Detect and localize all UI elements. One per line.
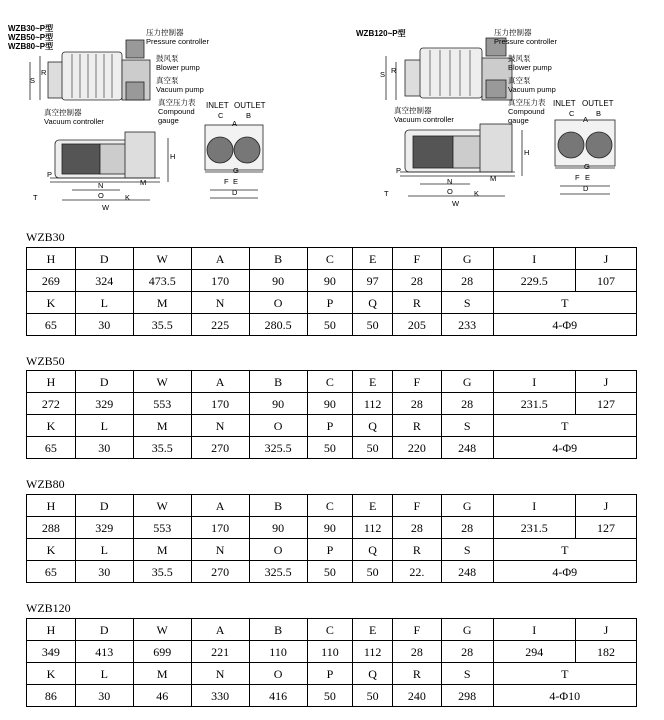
dim-label: C xyxy=(569,109,575,118)
dim-label: A xyxy=(232,119,238,128)
dim-label: O xyxy=(447,187,453,196)
header-cell: T xyxy=(493,292,636,314)
value-cell: 329 xyxy=(75,393,133,415)
header-cell: G xyxy=(441,248,493,270)
value-cell: 86 xyxy=(27,685,76,707)
header-cell: S xyxy=(441,292,493,314)
header-cell: P xyxy=(307,539,353,561)
value-cell: 330 xyxy=(191,685,249,707)
value-cell: 4-Φ9 xyxy=(493,314,636,336)
header-cell: D xyxy=(75,371,133,393)
header-cell: M xyxy=(133,292,191,314)
header-cell: K xyxy=(27,663,76,685)
header-cell: E xyxy=(353,371,393,393)
header-cell: P xyxy=(307,415,353,437)
value-cell: 329 xyxy=(75,517,133,539)
header-cell: H xyxy=(27,371,76,393)
header-cell: H xyxy=(27,495,76,517)
header-cell: C xyxy=(307,371,353,393)
header-cell: M xyxy=(133,539,191,561)
technical-drawings xyxy=(0,0,664,222)
left-blower-pump-label: 鼓风泵 Blower pump xyxy=(156,54,200,72)
header-cell: A xyxy=(191,495,249,517)
spec-table xyxy=(26,494,637,583)
value-cell: 28 xyxy=(392,517,441,539)
header-cell: G xyxy=(441,371,493,393)
header-cell: A xyxy=(191,619,249,641)
value-cell: 473.5 xyxy=(133,270,191,292)
header-cell: R xyxy=(392,415,441,437)
header-cell: R xyxy=(392,292,441,314)
value-cell: 220 xyxy=(392,437,441,459)
dim-label: N xyxy=(98,181,104,190)
value-cell: 325.5 xyxy=(249,437,307,459)
header-cell: T xyxy=(493,415,636,437)
right-blower-pump-label: 鼓风泵 Blower pump xyxy=(508,54,552,72)
header-cell: E xyxy=(353,495,393,517)
value-cell: 30 xyxy=(75,437,133,459)
header-cell: P xyxy=(307,663,353,685)
header-cell: Q xyxy=(353,539,393,561)
value-cell: 248 xyxy=(441,561,493,583)
header-cell: Q xyxy=(353,663,393,685)
value-cell: 231.5 xyxy=(493,517,575,539)
table-row xyxy=(27,314,637,336)
header-cell: K xyxy=(27,292,76,314)
left-model-list xyxy=(8,24,53,51)
value-cell: 65 xyxy=(27,561,76,583)
dim-label: T xyxy=(384,189,389,198)
header-cell: J xyxy=(575,619,636,641)
dim-label: R xyxy=(41,68,47,77)
value-cell: 553 xyxy=(133,517,191,539)
value-cell: 298 xyxy=(441,685,493,707)
value-cell: 35.5 xyxy=(133,437,191,459)
header-cell: L xyxy=(75,415,133,437)
header-cell: W xyxy=(133,248,191,270)
header-cell: R xyxy=(392,539,441,561)
header-cell: M xyxy=(133,663,191,685)
table-header-row xyxy=(27,371,637,393)
value-cell: 28 xyxy=(392,641,441,663)
dim-label: K xyxy=(125,193,131,202)
header-cell: R xyxy=(392,663,441,685)
value-cell: 50 xyxy=(353,685,393,707)
value-cell: 325.5 xyxy=(249,561,307,583)
header-cell: F xyxy=(392,371,441,393)
header-cell: F xyxy=(392,495,441,517)
table-header-row xyxy=(27,415,637,437)
value-cell: 182 xyxy=(575,641,636,663)
value-cell: 699 xyxy=(133,641,191,663)
header-cell: K xyxy=(27,415,76,437)
dim-label: C xyxy=(218,111,224,120)
value-cell: 4-Φ9 xyxy=(493,437,636,459)
spec-table xyxy=(26,247,637,336)
table-title: WZB50 xyxy=(26,354,65,368)
dim-label: F xyxy=(575,173,580,182)
dim-label: H xyxy=(524,148,530,157)
table-header-row xyxy=(27,619,637,641)
value-cell: 221 xyxy=(191,641,249,663)
table-title: WZB80 xyxy=(26,477,65,491)
table-row xyxy=(27,641,637,663)
value-cell: 35.5 xyxy=(133,561,191,583)
value-cell: 112 xyxy=(353,641,393,663)
header-cell: K xyxy=(27,539,76,561)
header-cell: Q xyxy=(353,415,393,437)
value-cell: 28 xyxy=(441,641,493,663)
right-model-label: WZB120~P型 xyxy=(356,29,406,38)
value-cell: 270 xyxy=(191,561,249,583)
header-cell: S xyxy=(441,539,493,561)
dim-label: R xyxy=(391,66,397,75)
header-cell: P xyxy=(307,292,353,314)
value-cell: 90 xyxy=(307,393,353,415)
header-cell: T xyxy=(493,663,636,685)
header-cell: I xyxy=(493,495,575,517)
value-cell: 127 xyxy=(575,393,636,415)
table-title: WZB30 xyxy=(26,230,65,244)
value-cell: 46 xyxy=(133,685,191,707)
header-cell: N xyxy=(191,415,249,437)
value-cell: 112 xyxy=(353,517,393,539)
header-cell: D xyxy=(75,495,133,517)
value-cell: 35.5 xyxy=(133,314,191,336)
dim-label: N xyxy=(447,177,453,186)
header-cell: O xyxy=(249,415,307,437)
header-cell: A xyxy=(191,248,249,270)
right-compound-gauge-label: 真空压力表 Compound gauge xyxy=(508,98,546,125)
header-cell: D xyxy=(75,248,133,270)
value-cell: 233 xyxy=(441,314,493,336)
value-cell: 50 xyxy=(353,561,393,583)
left-compound-gauge-label: 真空压力表 Compound gauge xyxy=(158,98,196,125)
header-cell: B xyxy=(249,495,307,517)
header-cell: C xyxy=(307,495,353,517)
dim-label: S xyxy=(380,70,386,79)
header-cell: N xyxy=(191,663,249,685)
dim-label: B xyxy=(246,111,252,120)
table-row xyxy=(27,437,637,459)
dim-label: S xyxy=(30,76,36,85)
value-cell: 28 xyxy=(441,517,493,539)
value-cell: 240 xyxy=(392,685,441,707)
dim-label: W xyxy=(102,203,110,212)
header-cell: L xyxy=(75,292,133,314)
model-label: WZB80~P型 xyxy=(8,42,54,51)
header-cell: C xyxy=(307,248,353,270)
value-cell: 22. xyxy=(392,561,441,583)
value-cell: 107 xyxy=(575,270,636,292)
value-cell: 4-Φ10 xyxy=(493,685,636,707)
value-cell: 50 xyxy=(353,437,393,459)
header-cell: N xyxy=(191,539,249,561)
left-vacuum-pump-label: 真空泵 Vacuum pump xyxy=(156,76,204,94)
value-cell: 280.5 xyxy=(249,314,307,336)
value-cell: 413 xyxy=(75,641,133,663)
dim-label: D xyxy=(583,184,589,193)
dim-label: T xyxy=(33,193,38,202)
value-cell: 30 xyxy=(75,561,133,583)
left-inlet-label: INLET xyxy=(206,101,229,110)
value-cell: 349 xyxy=(27,641,76,663)
value-cell: 50 xyxy=(307,314,353,336)
value-cell: 231.5 xyxy=(493,393,575,415)
right-outlet-label: OUTLET xyxy=(582,99,614,108)
dim-label: P xyxy=(396,166,402,175)
value-cell: 97 xyxy=(353,270,393,292)
table-header-row xyxy=(27,495,637,517)
table-header-row xyxy=(27,539,637,561)
dim-label: M xyxy=(490,174,497,183)
value-cell: 112 xyxy=(353,393,393,415)
header-cell: E xyxy=(353,619,393,641)
value-cell: 50 xyxy=(353,314,393,336)
header-cell: G xyxy=(441,619,493,641)
header-cell: I xyxy=(493,371,575,393)
header-cell: B xyxy=(249,619,307,641)
right-side-view xyxy=(386,38,512,100)
right-front-view xyxy=(400,124,522,196)
header-cell: M xyxy=(133,415,191,437)
spec-table xyxy=(26,370,637,459)
dim-label: P xyxy=(47,170,53,179)
header-cell: I xyxy=(493,619,575,641)
header-cell: S xyxy=(441,415,493,437)
value-cell: 90 xyxy=(249,270,307,292)
dim-label: H xyxy=(170,152,176,161)
value-cell: 90 xyxy=(249,517,307,539)
left-front-view xyxy=(50,132,168,200)
header-cell: A xyxy=(191,371,249,393)
left-pressure-controller-label: 压力控制器 Pressure controller xyxy=(146,28,209,46)
header-cell: O xyxy=(249,539,307,561)
dim-label: M xyxy=(140,178,147,187)
value-cell: 28 xyxy=(392,270,441,292)
dim-label: G xyxy=(584,162,590,171)
value-cell: 110 xyxy=(307,641,353,663)
table-row xyxy=(27,685,637,707)
table-row xyxy=(27,270,637,292)
header-cell: F xyxy=(392,248,441,270)
table-row xyxy=(27,517,637,539)
header-cell: L xyxy=(75,663,133,685)
value-cell: 225 xyxy=(191,314,249,336)
header-cell: T xyxy=(493,539,636,561)
header-cell: G xyxy=(441,495,493,517)
value-cell: 270 xyxy=(191,437,249,459)
dim-label: E xyxy=(585,173,591,182)
value-cell: 205 xyxy=(392,314,441,336)
value-cell: 50 xyxy=(307,561,353,583)
table-header-row xyxy=(27,248,637,270)
value-cell: 248 xyxy=(441,437,493,459)
right-pressure-controller-label: 压力控制器 Pressure controller xyxy=(494,28,557,46)
header-cell: L xyxy=(75,539,133,561)
value-cell: 416 xyxy=(249,685,307,707)
right-inlet-label: INLET xyxy=(553,99,576,108)
header-cell: E xyxy=(353,248,393,270)
header-cell: B xyxy=(249,248,307,270)
header-cell: F xyxy=(392,619,441,641)
value-cell: 272 xyxy=(27,393,76,415)
value-cell: 50 xyxy=(307,437,353,459)
value-cell: 90 xyxy=(249,393,307,415)
header-cell: J xyxy=(575,371,636,393)
dim-label: F xyxy=(224,177,229,186)
value-cell: 294 xyxy=(493,641,575,663)
header-cell: S xyxy=(441,663,493,685)
value-cell: 65 xyxy=(27,314,76,336)
value-cell: 170 xyxy=(191,270,249,292)
header-cell: Q xyxy=(353,292,393,314)
value-cell: 288 xyxy=(27,517,76,539)
header-cell: N xyxy=(191,292,249,314)
value-cell: 127 xyxy=(575,517,636,539)
value-cell: 65 xyxy=(27,437,76,459)
value-cell: 170 xyxy=(191,393,249,415)
header-cell: O xyxy=(249,292,307,314)
dim-label: G xyxy=(233,166,239,175)
dim-label: K xyxy=(474,189,480,198)
header-cell: C xyxy=(307,619,353,641)
dim-label: E xyxy=(233,177,239,186)
value-cell: 110 xyxy=(249,641,307,663)
left-vacuum-controller-label: 真空控制器 Vacuum controller xyxy=(44,108,104,126)
dim-label: A xyxy=(583,115,589,124)
table-row xyxy=(27,393,637,415)
right-vacuum-controller-label: 真空控制器 Vacuum controller xyxy=(394,106,454,124)
header-cell: H xyxy=(27,248,76,270)
value-cell: 28 xyxy=(392,393,441,415)
value-cell: 4-Φ9 xyxy=(493,561,636,583)
table-row xyxy=(27,561,637,583)
header-cell: I xyxy=(493,248,575,270)
header-cell: J xyxy=(575,495,636,517)
value-cell: 90 xyxy=(307,517,353,539)
dim-label: B xyxy=(596,109,602,118)
header-cell: H xyxy=(27,619,76,641)
table-header-row xyxy=(27,663,637,685)
dim-label: D xyxy=(232,188,238,197)
value-cell: 90 xyxy=(307,270,353,292)
value-cell: 553 xyxy=(133,393,191,415)
header-cell: B xyxy=(249,371,307,393)
header-cell: J xyxy=(575,248,636,270)
right-end-view xyxy=(555,120,615,194)
value-cell: 170 xyxy=(191,517,249,539)
table-header-row xyxy=(27,292,637,314)
value-cell: 30 xyxy=(75,314,133,336)
dim-label: O xyxy=(98,191,104,200)
value-cell: 50 xyxy=(307,685,353,707)
header-cell: W xyxy=(133,495,191,517)
spec-table xyxy=(26,618,637,707)
table-title: WZB120 xyxy=(26,601,71,615)
left-outlet-label: OUTLET xyxy=(234,101,266,110)
model-label: WZB30~P型 xyxy=(8,24,54,33)
value-cell: 229.5 xyxy=(493,270,575,292)
header-cell: W xyxy=(133,619,191,641)
dim-label: W xyxy=(452,199,460,208)
value-cell: 28 xyxy=(441,270,493,292)
model-label: WZB50~P型 xyxy=(8,33,54,42)
header-cell: D xyxy=(75,619,133,641)
header-cell: O xyxy=(249,663,307,685)
right-vacuum-pump-label: 真空泵 Vacuum pump xyxy=(508,76,556,94)
header-cell: W xyxy=(133,371,191,393)
value-cell: 324 xyxy=(75,270,133,292)
value-cell: 28 xyxy=(441,393,493,415)
value-cell: 30 xyxy=(75,685,133,707)
value-cell: 269 xyxy=(27,270,76,292)
